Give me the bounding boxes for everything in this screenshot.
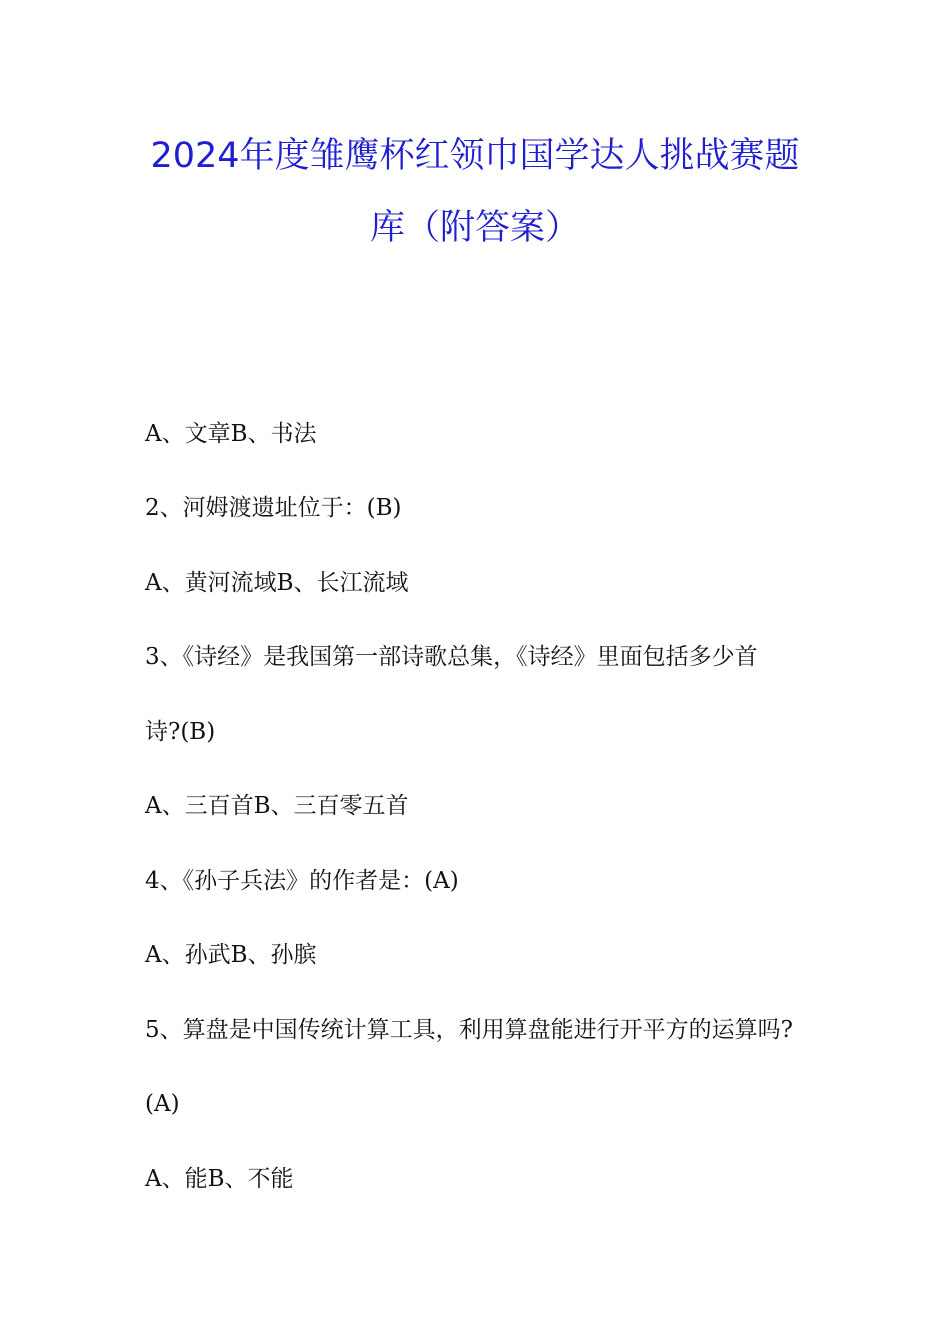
text-line: 3、《诗经》是我国第一部诗歌总集，《诗经》里面包括多少首	[145, 644, 758, 670]
text-line: A、黄河流域B、长江流域	[145, 570, 409, 596]
text-line: 2、河姆渡遗址位于：(B)	[145, 495, 402, 521]
text-line: 5、算盘是中国传统计算工具，利用算盘能进行开平方的运算吗?	[145, 1017, 793, 1043]
document-title-line-1: 2024年度雏鹰杯红领巾国学达人挑战赛题	[150, 136, 800, 176]
text-line: 诗?(B)	[145, 719, 216, 745]
text-line: A、文章B、书法	[145, 421, 317, 447]
text-line: A、三百首B、三百零五首	[145, 793, 409, 819]
text-line: 4、《孙子兵法》的作者是：(A)	[145, 868, 459, 894]
text-line: A、孙武B、孙膑	[145, 942, 317, 968]
document-title-line-2: 库（附答案）	[369, 208, 580, 248]
text-line: A、能B、不能	[145, 1166, 294, 1192]
text-line: (A)	[145, 1091, 180, 1117]
